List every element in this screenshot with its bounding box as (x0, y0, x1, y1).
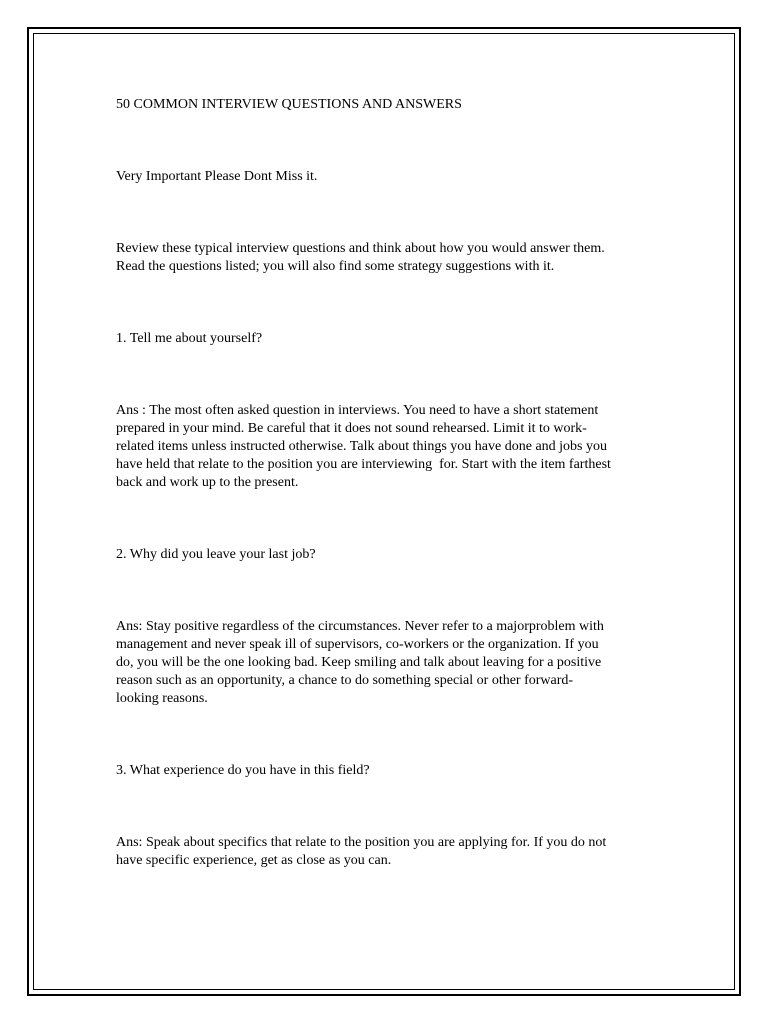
notice-text: Very Important Please Dont Miss it. (116, 169, 318, 184)
answer-line: Ans : The most often asked question in interviews. You need to have a short statement (116, 403, 599, 418)
intro-paragraph (116, 240, 661, 276)
answer-line: management and never speak ill of supervisors, co-workers or the organization. If you (116, 637, 599, 652)
answer-line: Ans: Stay positive regardless of the circumstances. Never refer to a majorproblem with (116, 619, 604, 634)
answer-line: Ans: Speak about specifics that relate to the position you are applying for. If you do not (116, 835, 607, 850)
question-2: 2. Why did you leave your last job? (116, 547, 316, 562)
answer-line: do, you will be the one looking bad. Keep smiling and talk about leaving for a positive (116, 655, 602, 670)
answer-line: back and work up to the present. (116, 475, 299, 490)
answer-3 (116, 834, 661, 870)
document-title: 50 COMMON INTERVIEW QUESTIONS AND ANSWERS (116, 97, 462, 112)
answer-line: related items unless instructed otherwise. Talk about things you have done and jobs you (116, 439, 607, 454)
answer-line: have specific experience, get as close as you can. (116, 853, 392, 868)
answer-2 (116, 618, 661, 708)
intro-line: Read the questions listed; you will also find some strategy suggestions with it. (116, 259, 555, 274)
intro-line: Review these typical interview questions and think about how you would answer them. (116, 241, 605, 256)
answer-line: reason such as an opportunity, a chance to do something special or other forward- (116, 673, 574, 688)
question-3: 3. What experience do you have in this field? (116, 763, 370, 778)
answer-1 (116, 402, 661, 492)
answer-line: have held that relate to the position you are interviewing for. Start with the item farthest (116, 457, 611, 472)
question-1: 1. Tell me about yourself? (116, 331, 263, 346)
answer-line: looking reasons. (116, 691, 208, 706)
answer-line: prepared in your mind. Be careful that it does not sound rehearsed. Limit it to work- (116, 421, 587, 436)
